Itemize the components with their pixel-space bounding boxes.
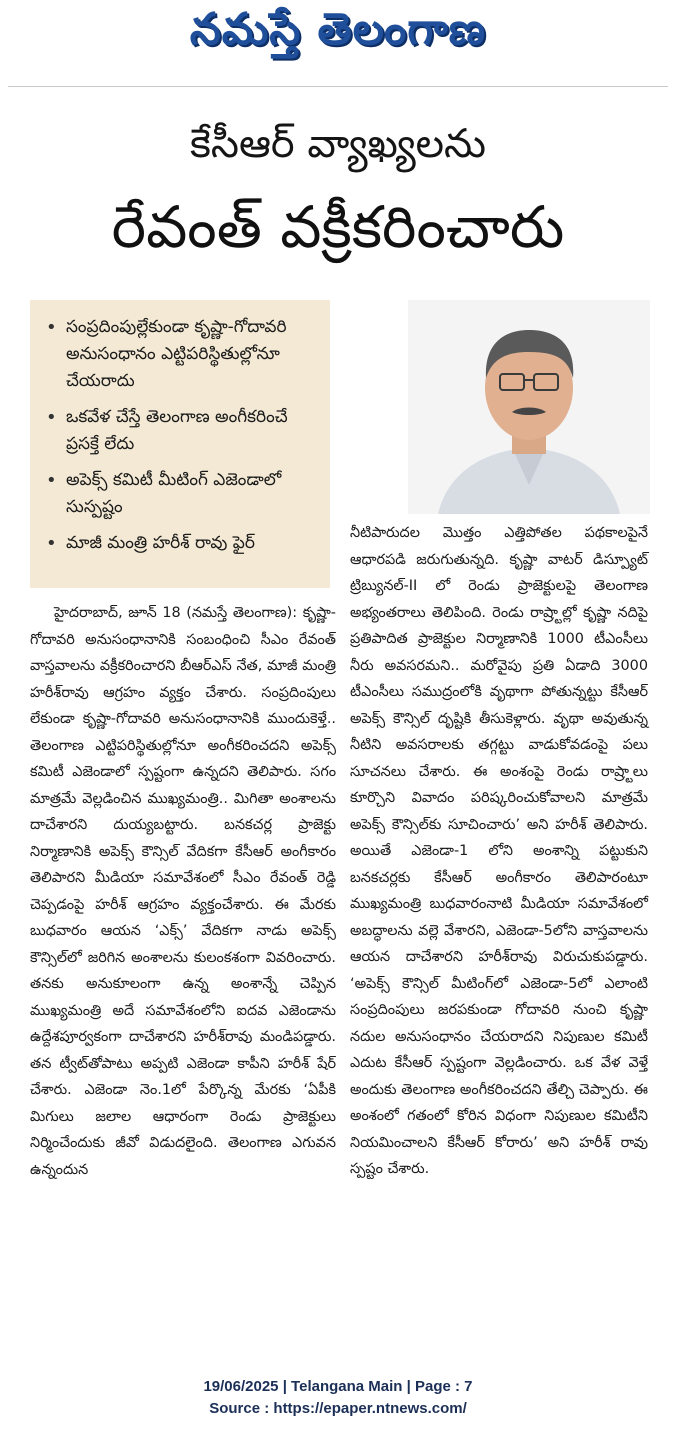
article-column-left (30, 600, 336, 1183)
footer-source-line: Source : https://epaper.ntnews.com/ (209, 1400, 467, 1417)
masthead (0, 4, 676, 66)
highlight-text: మాజీ మంత్రి హరీశ్ రావు ఫైర్ (66, 533, 255, 553)
highlight-text: అపెక్స్ కమిటీ మీటింగ్ ఎజెండాలో సుస్పష్టం (66, 470, 282, 517)
portrait-photo (408, 300, 650, 514)
footer-date-line: 19/06/2025 | Telangana Main | Page : 7 (203, 1378, 473, 1395)
highlight-item (44, 467, 320, 521)
highlight-text: ఒకవేళ చేస్తే తెలంగాణ అంగీకరించే ప్రసక్తే లేదు (66, 407, 288, 454)
highlight-item (44, 404, 320, 458)
bullet-icon: • (46, 533, 57, 554)
highlight-item (44, 530, 320, 557)
bullet-icon: • (46, 470, 57, 491)
bullet-icon: • (46, 407, 57, 428)
headline: రేవంత్ వక్రీకరించారు (111, 193, 565, 261)
kicker: కేసీఆర్ వ్యాఖ్యలను (190, 121, 486, 167)
highlight-text: సంప్రదింపుల్లేకుండా కృష్ణా-గోదావరి అనుసంధానం ఎట్టిపరిస్థితుల్లోనూ చేయరాదు (66, 317, 287, 391)
portrait-icon (408, 300, 650, 514)
article-text-right: నీటిపారుదల మొత్తం ఎత్తిపోతల పథకాలపైనే ఆధారపడి జరుగుతున్నది. కృష్ణా వాటర్ డిస్ప్యూట్ ట్రిబ్యునల్-II లో రెండు ప్రాజెక్టులపై తెలంగాణ అభ్యంతరాలు తెలిపింది. రెండు రాష్ర్టాల్లో కృష్ణా నదిపై ప్రతిపాదిత ప్రాజెక్టుల నిర్మాణానికి 1000 టీఎంసీలు నీరు అవసరమని.. మరోవైపు ప్రతి ఏడాది 3000 టీఎంసీలు సముద్రంలోకి వృథాగా పోతున్నట్టు కేసీఆర్ అపెక్స్ కౌన్సిల్ దృష్టికి తీసుకెళ్లారు. వృథా అవుతున్న నీటిని అవసరాలకు తగ్గట్టు వాడుకోవడంపై పలు సూచనలు చేశారు. ఈ అంశంపై రెండు రాష్ర్టాలు కూర్చొని వివాదం పరిష్కరించుకోవాలని మాత్రమే అపెక్స్ కౌన్సిల్‌కు సూచించారు’ అని హరీశ్ తెలిపారు. అయితే ఎజెండా-1 లోని అంశాన్ని పట్టుకుని బనకచర్లకు కేసీఆర్ అంగీకారం తెలిపారంటూ ముఖ్యమంత్రి బుధవారంనాటి మీడియా సమావేశంలో అబద్ధాలను వల్లె వేశారని, ఎజెండా-5లోని వాస్తవాలను ఆయన దాచేశారని హరీశ్‌రావు విరుచుకుపడ్డారు. ‘అపెక్స్ కౌన్సిల్ మీటింగ్‌లో ఎజెండా-5లో ఎలాంటి సంప్రదింపులు జరపకుండా గోదావరి నుంచి కృష్ణా నదుల అనుసంధానం చేయరాదని నిపుణుల కమిటీ ఎదుట కేసీఆర్ స్పష్టంగా వెల్లడించారు. ఒక వేళ వెళ్తే అందుకు తెలంగాణ అంగీకరించదని తేల్చి చెప్పారు. ఈ అంశంలో గతంలో కోరిన విధంగా నిపుణుల కమిటీని నియమించాలని కేసీఆర్ కోరారు’ అని హరీశ్ రావు స్పష్టం చేశారు. (350, 525, 648, 1177)
article-column-right (350, 520, 648, 1183)
masthead-title: నమస్తే తెలంగాణ (189, 4, 487, 55)
highlight-item (44, 314, 320, 395)
highlights-box (30, 300, 330, 588)
masthead-divider (8, 86, 668, 87)
bullet-icon: • (46, 317, 57, 338)
highlights-list (30, 300, 330, 557)
article-text-left: హైదరాబాద్, జూన్ 18 (నమస్తే తెలంగాణ): కృష్ణా-గోదావరి అనుసంధానానికి సంబంధించి సీఎం రేవంత్ వాస్తవాలను వక్రీకరించారని బీఆర్ఎస్ నేత, మాజీ మంత్రి హరీశ్‌రావు ఆగ్రహం వ్యక్తం చేశారు. సంప్రదింపులు లేకుండా కృష్ణా-గోదావరి అనుసంధానానికి ముందుకెళ్తే.. తెలంగాణ ఎట్టిపరిస్థితుల్లోనూ అంగీకరించదని అపెక్స్ కమిటీ ఎజెండాలో స్పష్టంగా ఉన్నదని తెలిపారు. సగం మాత్రమే వెల్లడించిన ముఖ్యమంత్రి.. మిగితా అంశాలను దాచేశారని దుయ్యబట్టారు. బనకచర్ల ప్రాజెక్టు నిర్మాణానికి అపెక్స్ కౌన్సిల్ వేదికగా కేసీఆర్ అంగీకారం తెలిపారని మీడియా సమావేశంలో సీఎం రేవంత్ రెడ్డి చెప్పడంపై హరీశ్ ఆగ్రహం వ్యక్తంచేశారు. ఈ మేరకు బుధవారం ఆయన ‘ఎక్స్’ వేదికగా నాడు అపెక్స్ కౌన్సిల్‌లో జరిగిన అంశాలను కులంకశంగా వివరించారు. తనకు అనుకూలంగా ఉన్న అంశాన్నే చెప్పిన ముఖ్యమంత్రి అదే సమావేశంలోని ఐదవ ఎజెండాను ఉద్దేశపూర్వకంగా దాచేశారని హరీశ్‌రావు మండిపడ్డారు. తన ట్వీట్‌తోపాటు అప్పటి ఎజెండా కాపీని హరీశ్ షేర్ చేశారు. ఎజెండా నెం.1లో పేర్కొన్న మేరకు ‘ఏపీకి మిగులు జలాల ఆధారంగా రెండు ప్రాజెక్టులు నిర్మించేందుకు జీవో విడుదలైంది. తెలంగాణ ఎగువన ఉన్నందున (30, 605, 336, 1178)
